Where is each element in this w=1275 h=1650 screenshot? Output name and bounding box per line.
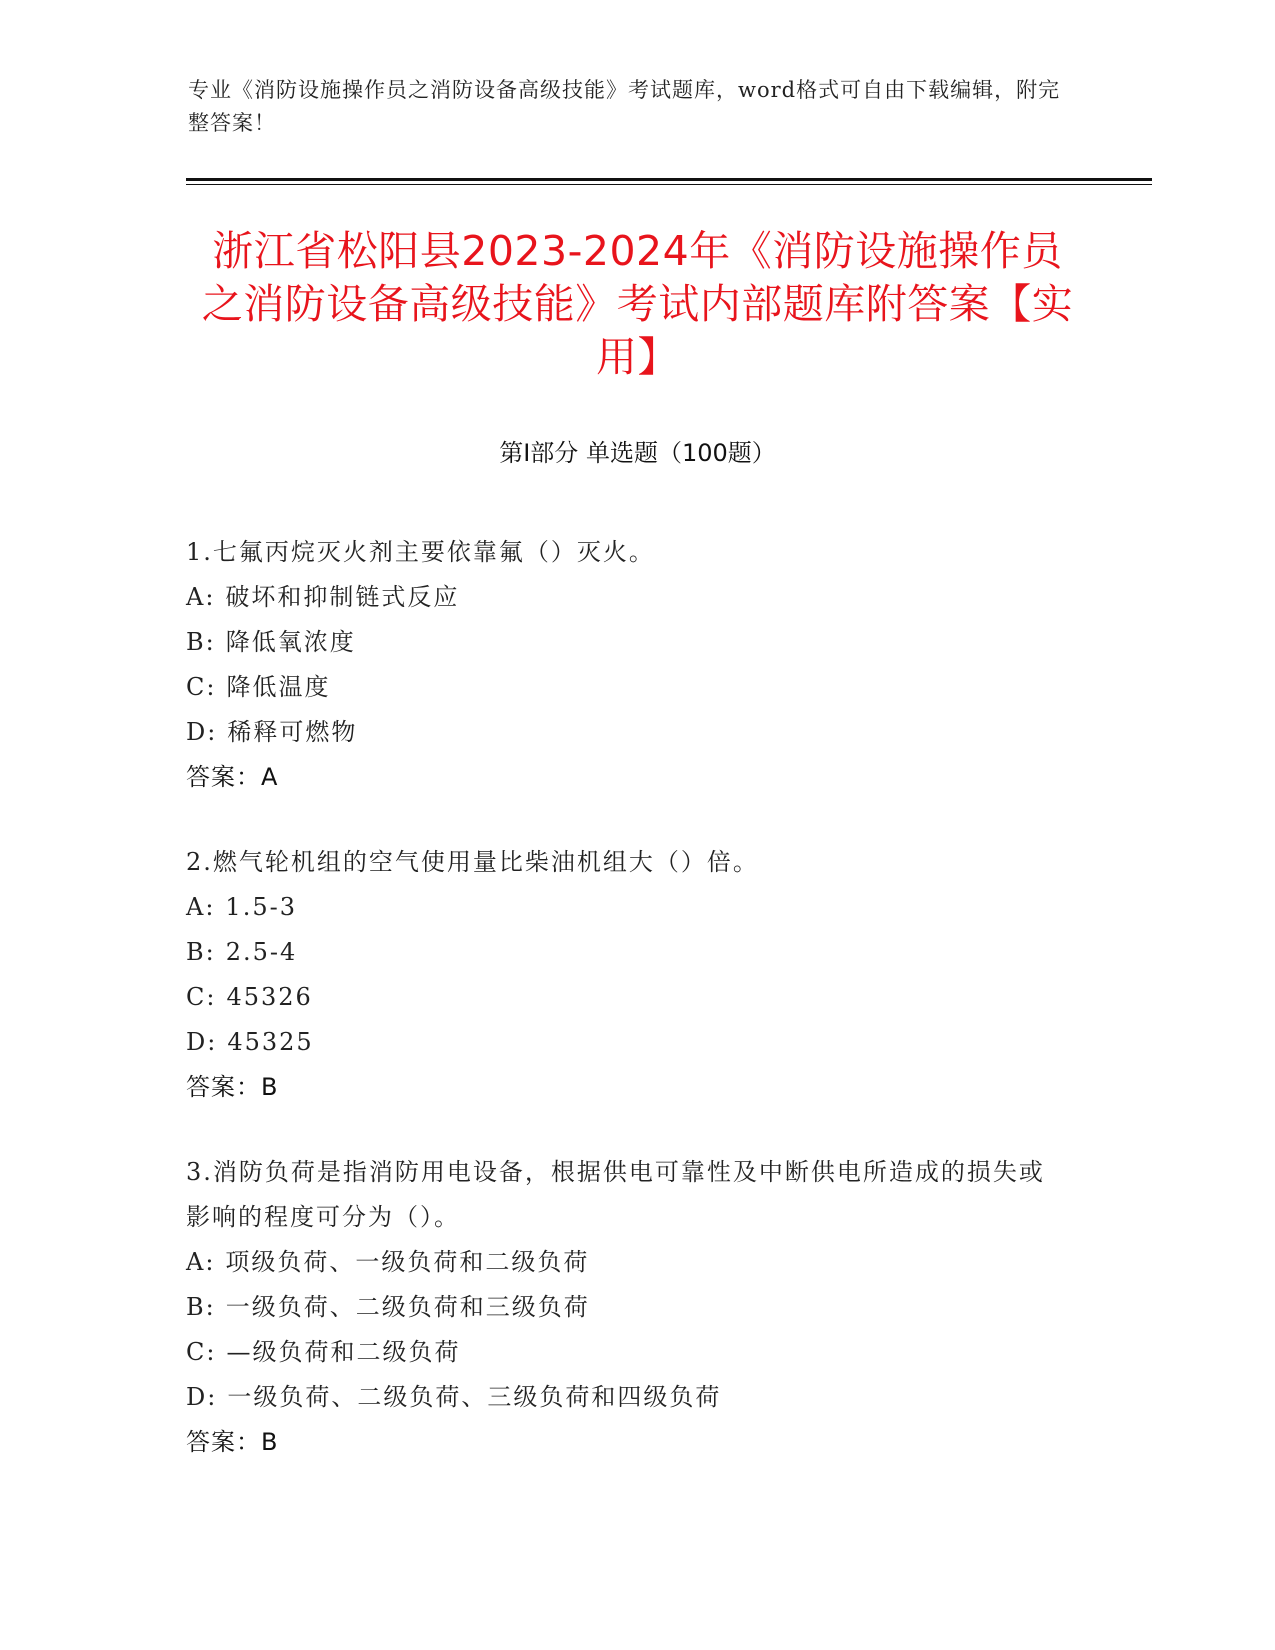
option-text: 1.5-3: [225, 893, 297, 921]
option-text: 降低氧浓度: [225, 628, 356, 656]
question-3: [186, 1150, 1066, 1465]
option-letter: D:: [186, 718, 218, 746]
option-text: 破坏和抑制链式反应: [225, 583, 460, 611]
document-title: 浙江省松阳县2023-2024年《消防设施操作员之消防设备高级技能》考试内部题库附答案【实用】: [201, 227, 1074, 381]
option-text: 降低温度: [226, 673, 331, 701]
question-stem: 3.消防负荷是指消防用电设备，根据供电可靠性及中断供电所造成的损失或影响的程度可分为（）。: [186, 1158, 1045, 1231]
option-d: [186, 1020, 1066, 1065]
question-1: [186, 530, 1066, 800]
option-text: 45326: [226, 983, 313, 1011]
option-b: [186, 930, 1066, 975]
option-letter: A:: [186, 1248, 216, 1276]
option-text: 项级负荷、一级负荷和二级负荷: [225, 1248, 590, 1276]
header-divider-thick: [186, 178, 1152, 181]
option-a: [186, 575, 1066, 620]
question-2: [186, 840, 1066, 1110]
answer-line: 答案：A: [186, 763, 279, 791]
option-b: [186, 620, 1066, 665]
option-text: 45325: [227, 1028, 314, 1056]
option-letter: B:: [186, 938, 216, 966]
option-d: [186, 710, 1066, 755]
option-text: 2.5-4: [225, 938, 298, 966]
option-letter: C:: [186, 673, 217, 701]
question-list: [186, 530, 1066, 1505]
option-c: [186, 975, 1066, 1020]
option-letter: B:: [186, 1293, 216, 1321]
option-text: 稀释可燃物: [227, 718, 358, 746]
option-a: [186, 1240, 1066, 1285]
option-letter: D:: [186, 1383, 218, 1411]
header-note: 专业《消防设施操作员之消防设备高级技能》考试题库，word格式可自由下载编辑，附完整答案！: [188, 78, 1061, 135]
option-text: —级负荷和二级负荷: [226, 1338, 461, 1366]
option-letter: D:: [186, 1028, 218, 1056]
option-letter: A:: [186, 893, 216, 921]
option-c: [186, 1330, 1066, 1375]
question-stem: 2.燃气轮机组的空气使用量比柴油机组大（）倍。: [186, 848, 759, 876]
option-letter: C:: [186, 983, 217, 1011]
section-heading: 第I部分 单选题（100题）: [499, 439, 776, 467]
header-divider-thin: [186, 184, 1152, 185]
option-a: [186, 885, 1066, 930]
question-stem: 1.七氟丙烷灭火剂主要依靠氟（）灭火。: [186, 538, 655, 566]
option-b: [186, 1285, 1066, 1330]
option-d: [186, 1375, 1066, 1420]
answer-line: 答案：B: [186, 1073, 279, 1101]
option-text: 一级负荷、二级负荷、三级负荷和四级负荷: [227, 1383, 722, 1411]
option-c: [186, 665, 1066, 710]
answer-line: 答案：B: [186, 1428, 279, 1456]
option-letter: C:: [186, 1338, 217, 1366]
option-letter: A:: [186, 583, 216, 611]
option-text: 一级负荷、二级负荷和三级负荷: [225, 1293, 590, 1321]
option-letter: B:: [186, 628, 216, 656]
